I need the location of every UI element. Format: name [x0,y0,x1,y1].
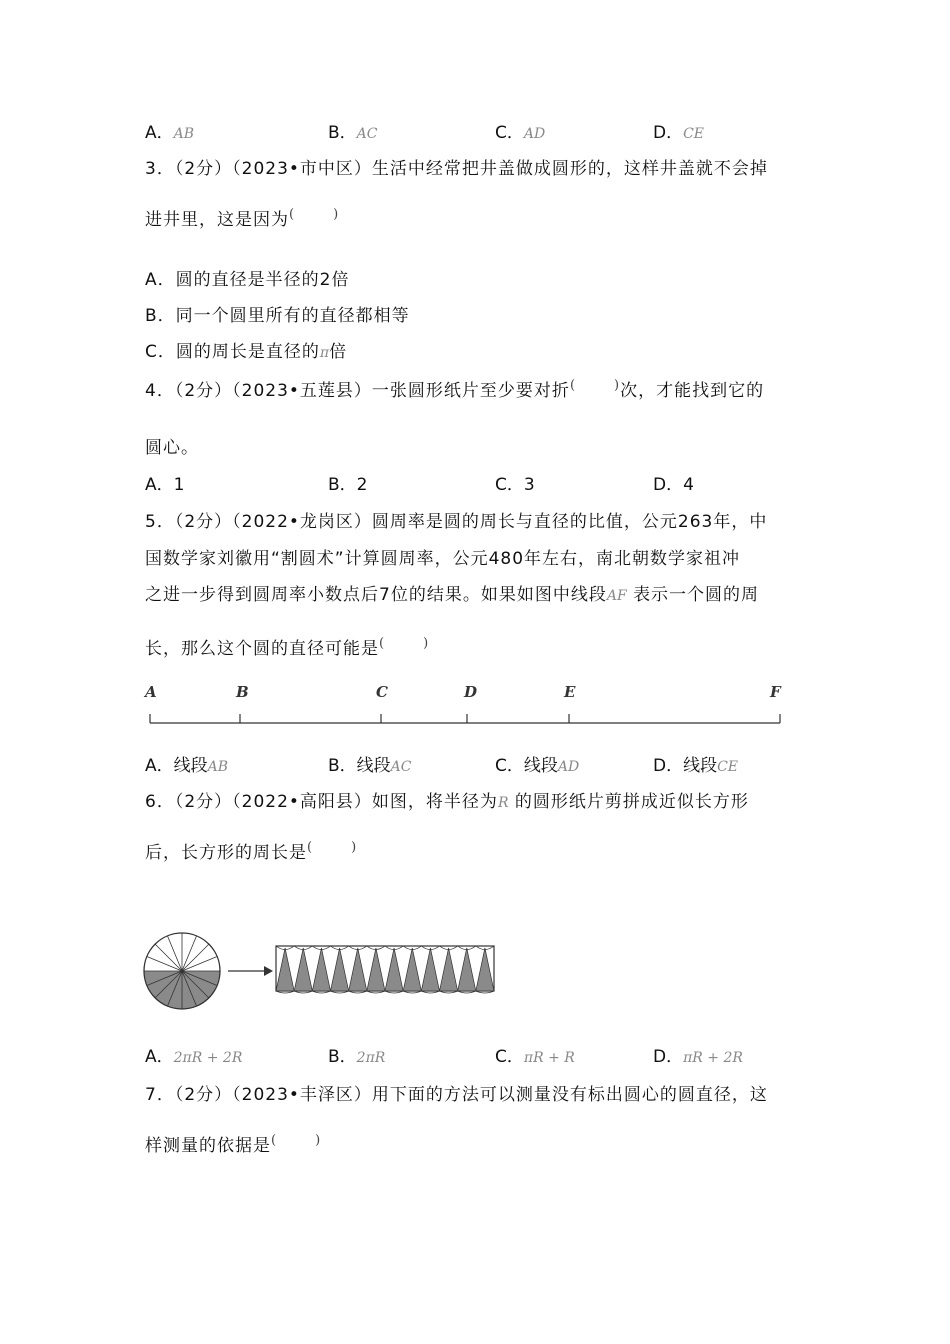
option-math: 2πR [356,1050,386,1066]
answer-paren-close: ) [333,207,340,223]
q4-stem-line2: 圆心。 [145,438,199,458]
option-label: D． [653,475,684,495]
point-label-d: D [464,683,478,701]
q5-stem-text-a: 之进一步得到圆周率小数点后7位的结果。如果如图中线段 [145,585,607,605]
answer-paren-close: ) [315,1133,322,1149]
option-text: 3 [523,475,535,495]
option-label: B． [145,306,176,326]
sector-line [155,944,182,971]
option-text: 同一个圆里所有的直径都相等 [175,306,410,326]
answer-paren-close: ) [614,378,621,394]
q7-stem-line2 [145,1131,321,1156]
q6-option-c[interactable] [495,1042,575,1067]
q5-stem-line3 [145,580,759,605]
q3-option-a[interactable] [145,265,349,290]
q3-stem-line1: 3．（2分）（2023•市中区）生活中经常把井盖做成圆形的，这样井盖就不会掉 [145,159,768,179]
q6-option-d[interactable] [653,1042,743,1067]
point-label-b: B [236,683,249,701]
answer-paren-open: ( [271,1133,278,1149]
option-label: B． [328,756,357,776]
option-label: C． [495,475,524,495]
q5-stem-text-b: 表示一个圆的周 [633,585,760,605]
option-text: 4 [683,475,694,495]
q5-option-c[interactable] [495,751,579,776]
option-text: 1 [173,475,185,495]
q3-option-c[interactable] [145,337,347,362]
q5-option-b[interactable] [328,751,412,776]
answer-paren-close: ) [423,636,430,652]
option-label: D． [653,756,684,776]
option-math: 2πR + 2R [173,1050,243,1066]
option-label: B． [328,123,357,143]
option-label: D． [653,1047,684,1067]
option-label: B． [328,475,357,495]
option-label: A． [145,1047,174,1067]
q2-option-c[interactable] [495,118,545,143]
q5-stem-text: 长，那么这个圆的直径可能是 [145,639,379,659]
q6-option-b[interactable] [328,1042,385,1067]
option-label: A． [145,123,174,143]
q3-stem-line2 [145,205,339,230]
option-math: AC [356,126,378,142]
option-text-after: 倍 [329,342,348,362]
q6-stem-math: R [497,795,509,811]
q5-stem-line4 [145,634,429,659]
option-label: A． [145,475,174,495]
q6-stem-line2 [145,838,357,863]
q6-option-a[interactable] [145,1042,242,1067]
option-label: A． [145,756,174,776]
q4-option-a[interactable] [145,470,184,495]
option-text: 圆的直径是半径的2倍 [175,270,350,290]
option-label: C． [495,123,524,143]
option-text: 线段 [356,756,391,776]
answer-paren-open: ( [289,207,296,223]
q5-stem-line1: 5．（2分）（2022•龙岗区）圆周率是圆的周长与直径的比值，公元263年，中 [145,512,768,532]
segment-figure [140,683,800,733]
q5-stem-line2: 国数学家刘徽用“割圆术”计算圆周率，公元480年左右，南北朝数学家祖冲 [145,549,741,569]
q6-stem-text-b: 的圆形纸片剪拼成近似长方形 [514,792,749,812]
answer-paren-open: ( [307,840,314,856]
option-label: C． [495,756,524,776]
option-label: C． [495,1047,524,1067]
point-label-e: E [564,683,576,701]
option-label: C． [145,342,176,362]
option-text: 线段 [173,756,208,776]
option-math: AB [207,759,229,775]
segment-line [140,683,800,733]
q6-stem-text-a: 6．（2分）（2022•高阳县）如图，将半径为 [145,792,498,812]
q4-option-c[interactable] [495,470,535,495]
q4-stem-text-b: 次，才能找到它的 [620,381,765,401]
q5-option-a[interactable] [145,751,228,776]
point-label-a: A [145,683,157,701]
option-math: CE [683,126,705,142]
q4-option-b[interactable] [328,470,368,495]
q2-option-a[interactable] [145,118,194,143]
option-math: πR + R [523,1050,575,1066]
q5-option-d[interactable] [653,751,738,776]
option-math: AD [523,126,546,142]
option-text: 线段 [523,756,558,776]
answer-paren-open: ( [379,636,386,652]
option-math: AB [173,126,195,142]
option-label: A． [145,270,176,290]
circle-to-rectangle-figure [140,925,510,1015]
q3-stem-text: 进井里，这是因为 [145,210,289,230]
point-label-f: F [770,683,781,701]
q4-option-d[interactable] [653,470,694,495]
q4-stem-text-a: 4．（2分）（2023•五莲县）一张圆形纸片至少要对折 [145,381,570,401]
option-text: 圆的周长是直径的 [175,342,320,362]
q3-option-b[interactable] [145,301,410,326]
q4-stem-line1 [145,376,764,401]
q6-stem-text: 后，长方形的周长是 [145,843,307,863]
q5-stem-math: AF [606,588,627,604]
option-text: 2 [356,475,368,495]
answer-paren-close: ) [351,840,358,856]
q6-stem-line1 [145,787,749,812]
option-text: 线段 [683,756,718,776]
option-math: π [319,345,330,361]
option-label: D． [653,123,684,143]
q2-option-b[interactable] [328,118,378,143]
arrow-head [264,966,273,976]
answer-paren-open: ( [569,378,577,394]
option-math: AD [557,759,580,775]
q7-stem-line1: 7．（2分）（2023•丰泽区）用下面的方法可以测量没有标出圆心的圆直径，这 [145,1085,768,1105]
q7-stem-text: 样测量的依据是 [145,1136,271,1156]
option-math: CE [717,759,739,775]
point-label-c: C [376,683,388,701]
option-math: πR + 2R [683,1050,743,1066]
option-math: AC [390,759,412,775]
q2-option-d[interactable] [653,118,704,143]
sector-line [182,944,209,971]
option-label: B． [328,1047,357,1067]
